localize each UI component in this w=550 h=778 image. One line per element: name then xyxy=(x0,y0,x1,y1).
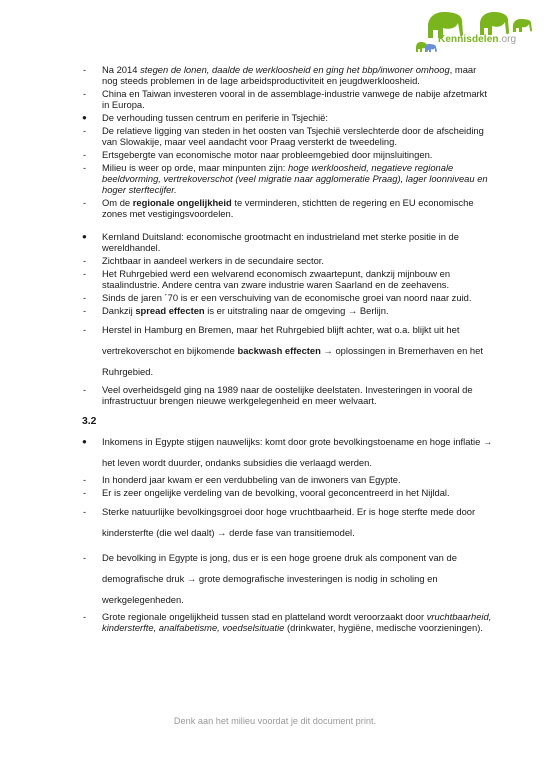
item-text: China en Taiwan investeren vooral in de assemblage-industrie vanwege de nabije afzetmarkt in Europa. xyxy=(102,88,487,111)
item-text: Veel overheidsgeld ging na 1989 naar de oostelijke deelstaten. Investeringen in vooral de infrastructuur brengen nieuwe werkgelegenheid en meer welvaart. xyxy=(102,383,473,406)
dash-marker: - xyxy=(83,124,87,136)
dash-marker: - xyxy=(83,161,87,173)
dash-marker: - xyxy=(83,551,87,563)
dash-item xyxy=(82,384,494,406)
dash-item xyxy=(82,268,494,290)
dash-marker: - xyxy=(83,255,87,267)
dash-marker: - xyxy=(83,196,87,208)
item-text: De verhouding tussen centrum en periferie in Tsjechië: xyxy=(102,112,328,123)
bullet-item xyxy=(82,112,494,123)
dash-item xyxy=(82,88,494,110)
item-text: Er is zeer ongelijke verdeling van de bevolking, vooral geconcentreerd in het Nijldal. xyxy=(102,486,450,498)
dash-item xyxy=(82,125,494,147)
dash-marker: - xyxy=(83,506,87,518)
dash-item xyxy=(82,487,494,498)
item-text: Milieu is weer op orde, maar minpunten zijn: hoge werkloosheid, negatieve regionale beeldvorming, vertrekoverschot (veel migratie naar agglomeratie Praag), lager loonniveau en hoger sterftecijfer. xyxy=(102,161,488,195)
item-text: Kernland Duitsland: economische grootmacht en industrieland met sterke positie in de wereldhandel. xyxy=(102,231,459,254)
bullet-marker: ● xyxy=(82,232,87,242)
item-text: Herstel in Hamburg en Bremen, maar het Ruhrgebied blijft achter, wat o.a. blijkt uit het vertrekoverschot en bijkomende backwash effecten → oplossingen in Bremerhaven en het Ruhrgebied. xyxy=(102,324,483,378)
dash-item xyxy=(82,305,494,316)
document-body xyxy=(82,64,494,634)
logo-wordmark-suffix: .org xyxy=(498,34,517,45)
logo-wordmark[interactable] xyxy=(438,34,516,45)
dash-item xyxy=(82,319,494,382)
dash-item xyxy=(82,547,494,610)
item-text: Dankzij spread effecten is er uitstraling naar de omgeving → Berlijn. xyxy=(102,304,389,316)
elephant-logo-icon xyxy=(416,8,536,58)
dash-item xyxy=(82,611,494,633)
item-text: Sterke natuurlijke bevolkingsgroei door hoge vruchtbaarheid. Er is hoge sterfte mede door kindersterfte (die wel daalt) → derde fase van transitiemodel. xyxy=(102,506,476,539)
dash-marker: - xyxy=(83,611,87,623)
dash-marker: - xyxy=(83,268,87,279)
item-text: Ertsgebergte van economische motor naar probleemgebied door mijnsluitingen. xyxy=(102,148,433,160)
item-text: Grote regionale ongelijkheid tussen stad en platteland wordt veroorzaakt door vruchtbaarheid, kindersterfte, analfabetisme, voedselsituatie (drinkwater, hygiëne, medische voorzieningen). xyxy=(102,611,492,634)
footer-note: Denk aan het milieu voordat je dit document print. xyxy=(173,716,377,726)
item-text: De relatieve ligging van steden in het oosten van Tsjechië verslechterde door de afscheiding van Slowakije, maar veel aandacht voor Praag versterkt de tweedeling. xyxy=(102,124,484,147)
bullet-item xyxy=(82,431,494,473)
bullet-item xyxy=(82,231,494,253)
dash-marker: - xyxy=(83,486,87,498)
dash-item xyxy=(82,64,494,86)
bullet-marker: ● xyxy=(82,113,87,122)
dash-marker: - xyxy=(83,383,87,395)
dash-item xyxy=(82,474,494,485)
bullet-marker: ● xyxy=(82,436,87,446)
dash-marker: - xyxy=(83,64,87,75)
dash-marker: - xyxy=(83,324,87,336)
dash-item xyxy=(82,501,494,543)
item-text: Inkomens in Egypte stijgen nauwelijks: komt door grote bevolkingstoename en hoge inflatie → het leven wordt duurder, ondanks subsidies die verlaagd werden. xyxy=(102,435,493,468)
dash-marker: - xyxy=(83,88,87,99)
dash-item xyxy=(82,255,494,266)
section-heading: 3.2 xyxy=(82,416,97,428)
dash-marker: - xyxy=(83,304,87,316)
item-text: Om de regionale ongelijkheid te verminderen, stichtten de regering en EU economische zones met vestigingsvoordelen. xyxy=(102,196,474,219)
item-text: Zichtbaar in aandeel werkers in de secundaire sector. xyxy=(102,255,324,267)
dash-item xyxy=(82,197,494,219)
item-text: Sinds de jaren ´70 is er een verschuiving van de economische groei van noord naar zuid. xyxy=(102,292,472,303)
item-text: Het Ruhrgebied werd een welvarend economisch zwaartepunt, dankzij mijnbouw en staalindustrie. Andere centra van zware industrie waren Saarland en de zeehavens. xyxy=(102,268,451,291)
dash-marker: - xyxy=(83,474,87,486)
dash-marker: - xyxy=(83,292,87,303)
item-text: Na 2014 stegen de lonen, daalde de werkloosheid en ging het bbp/inwoner omhoog, maar nog steeds problemen in de lage arbeidsproductiviteit en jeugdwerkloosheid. xyxy=(102,64,477,87)
dash-item xyxy=(82,292,494,303)
dash-marker: - xyxy=(83,148,87,160)
dash-item xyxy=(82,149,494,160)
dash-item xyxy=(82,162,494,196)
item-text: De bevolking in Egypte is jong, dus er is een hoge groene druk als component van de demografische druk → grote demografische investeringen is nodig in scholing en werkgelegenheden. xyxy=(102,551,457,605)
logo-wordmark-main: Kennisdelen xyxy=(438,34,499,45)
item-text: In honderd jaar kwam er een verdubbeling van de inwoners van Egypte. xyxy=(102,474,401,486)
